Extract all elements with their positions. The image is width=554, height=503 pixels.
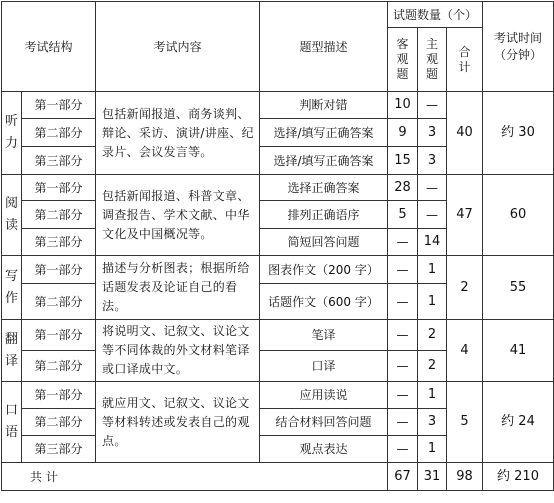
total-objective: 67 (388, 463, 418, 491)
type-cell: 笔译 (260, 320, 388, 351)
type-cell: 排列正确语序 (260, 201, 388, 229)
part-cell: 第二部分 (22, 119, 96, 147)
type-cell: 选择/填写正确答案 (260, 119, 388, 147)
section-name-label: 口语 (4, 403, 18, 440)
header-time (483, 2, 554, 92)
objective-cell: — (388, 436, 418, 463)
section-name-label: 写作 (4, 268, 18, 306)
objective-cell: — (388, 256, 418, 284)
objective-cell: — (388, 284, 418, 320)
type-cell: 应用读说 (260, 382, 388, 409)
header-type-desc: 题型描述 (260, 2, 388, 92)
time-cell: 约 24 (483, 382, 554, 463)
objective-cell: — (388, 320, 418, 351)
part-cell: 第三部分 (22, 229, 96, 256)
header-structure: 考试结构 (2, 2, 96, 92)
total-label (2, 463, 388, 491)
type-cell: 图表作文（200 字） (260, 256, 388, 284)
time-cell: 60 (483, 175, 554, 256)
subjective-cell: 2 (418, 351, 447, 382)
type-cell: 口译 (260, 351, 388, 382)
type-cell: 判断对错 (260, 92, 388, 119)
part-cell: 第一部分 (22, 175, 96, 201)
type-cell: 观点表达 (260, 436, 388, 463)
subjective-cell: — (418, 201, 447, 229)
subjective-cell: — (418, 92, 447, 119)
header-subtotal-label: 合计 (458, 44, 471, 74)
header-count-group: 试题数量（个） (388, 2, 483, 28)
type-cell: 结合材料回答问题 (260, 409, 388, 436)
subjective-cell: 1 (418, 382, 447, 409)
subjective-cell: 1 (418, 436, 447, 463)
part-cell: 第一部分 (22, 382, 96, 409)
subjective-cell: 3 (418, 147, 447, 175)
table-row (2, 256, 554, 284)
section-content: 包括新闻报道、商务谈判、辩论、采访、演讲/讲座、纪录片、会议发言等。 (96, 92, 260, 175)
objective-cell: 10 (388, 92, 418, 119)
header-objective (388, 28, 418, 92)
subjective-cell: 1 (418, 256, 447, 284)
section-name-writing (2, 256, 22, 320)
subtotal-cell: 2 (447, 256, 483, 320)
header-content: 考试内容 (96, 2, 260, 92)
section-name-listening (2, 92, 22, 175)
type-cell: 话题作文（600 字） (260, 284, 388, 320)
objective-cell: — (388, 382, 418, 409)
section-name-label: 阅读 (4, 196, 18, 233)
part-cell: 第三部分 (22, 436, 96, 463)
objective-cell: — (388, 351, 418, 382)
time-cell: 55 (483, 256, 554, 320)
type-cell: 选择正确答案 (260, 175, 388, 201)
part-cell: 第二部分 (22, 284, 96, 320)
section-content: 就应用文、记叙文、议论文等材料转述或发表自己的观点。 (96, 382, 260, 463)
table-row (2, 382, 554, 409)
exam-structure-table (1, 1, 554, 491)
header-subjective-label: 主观题 (426, 37, 439, 81)
part-cell: 第二部分 (22, 409, 96, 436)
section-name-speaking (2, 382, 22, 463)
part-cell: 第一部分 (22, 320, 96, 351)
header-subjective (418, 28, 447, 92)
section-content: 描述与分析图表；根据所给话题发表及论证自己的看法。 (96, 256, 260, 320)
total-subtotal: 98 (447, 463, 483, 491)
part-cell: 第二部分 (22, 351, 96, 382)
table-row (2, 175, 554, 201)
section-name-reading (2, 175, 22, 256)
subjective-cell: 14 (418, 229, 447, 256)
section-name-label: 听力 (4, 114, 18, 151)
total-row (2, 463, 554, 491)
subtotal-cell: 4 (447, 320, 483, 382)
type-cell: 简短回答问题 (260, 229, 388, 256)
part-cell: 第一部分 (22, 92, 96, 119)
subjective-cell: 2 (418, 320, 447, 351)
table-row (2, 92, 554, 119)
total-label-text: 共 计 (30, 469, 58, 484)
subjective-cell: 1 (418, 284, 447, 320)
total-time: 约 210 (483, 463, 554, 491)
objective-cell: 5 (388, 201, 418, 229)
section-content: 将说明文、记叙文、议论文等不同体裁的外文材料笔译或口译成中文。 (96, 320, 260, 382)
section-name-label: 翻译 (4, 331, 18, 369)
subjective-cell: — (418, 175, 447, 201)
header-subtotal (447, 28, 483, 92)
section-name-translation (2, 320, 22, 382)
header-row-top (2, 2, 554, 28)
objective-cell: 28 (388, 175, 418, 201)
type-cell: 选择/填写正确答案 (260, 147, 388, 175)
header-objective-label: 客观题 (396, 37, 409, 81)
part-cell: 第二部分 (22, 201, 96, 229)
time-cell: 41 (483, 320, 554, 382)
objective-cell: — (388, 229, 418, 256)
subtotal-cell: 5 (447, 382, 483, 463)
time-cell: 约 30 (483, 92, 554, 175)
objective-cell: 9 (388, 119, 418, 147)
part-cell: 第三部分 (22, 147, 96, 175)
section-content: 包括新闻报道、科普文章、调查报告、学术文献、中华文化及中国概况等。 (96, 175, 260, 256)
table-row (2, 320, 554, 351)
subjective-cell: 3 (418, 119, 447, 147)
part-cell: 第一部分 (22, 256, 96, 284)
total-subjective: 31 (418, 463, 447, 491)
objective-cell: 15 (388, 147, 418, 175)
subjective-cell: 3 (418, 409, 447, 436)
subtotal-cell: 47 (447, 175, 483, 256)
objective-cell: — (388, 409, 418, 436)
subtotal-cell: 40 (447, 92, 483, 175)
header-time-label: 考试时间（分钟） (494, 30, 543, 62)
